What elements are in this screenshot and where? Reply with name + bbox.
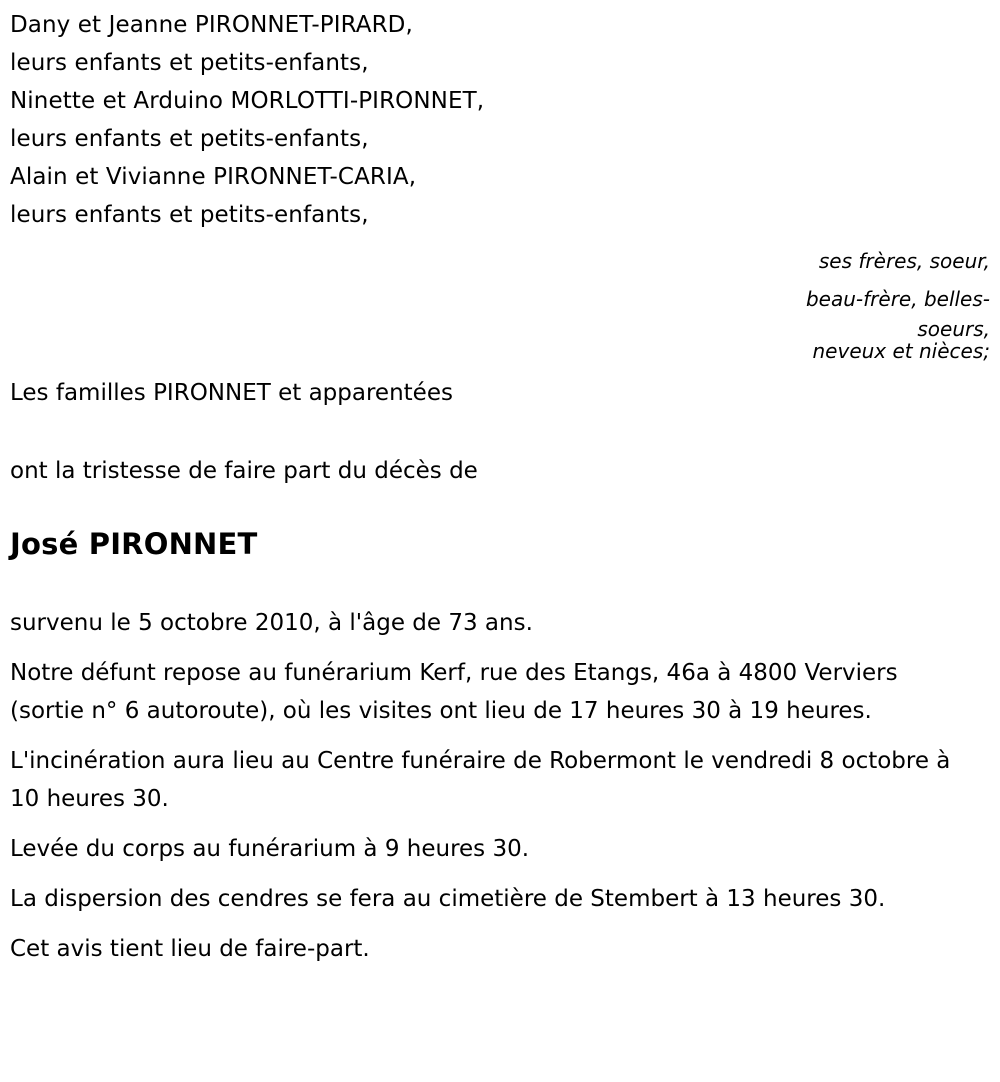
survivor-line: Alain et Vivianne PIRONNET-CARIA, bbox=[10, 164, 417, 190]
families-line: Les familles PIRONNET et apparentées bbox=[10, 380, 453, 406]
relation-note bbox=[350, 242, 990, 362]
relation-note-line: ses frères, soeur, bbox=[818, 249, 990, 273]
survivor-line: Ninette et Arduino MORLOTTI-PIRONNET, bbox=[10, 88, 485, 114]
relation-note-line: beau-frère, belles- bbox=[805, 287, 990, 311]
detail-paragraph: Cet avis tient lieu de faire-part. bbox=[10, 936, 370, 962]
detail-paragraph: Levée du corps au funérarium à 9 heures 30. bbox=[10, 836, 530, 862]
detail-paragraph: L'incinération aura lieu au Centre funéraire de Robermont le vendredi 8 octobre à 10 heures 30. bbox=[10, 748, 951, 812]
survivor-line: leurs enfants et petits-enfants, bbox=[10, 202, 369, 228]
survivors-list bbox=[0, 0, 1000, 234]
survivor-line: leurs enfants et petits-enfants, bbox=[10, 126, 369, 152]
relation-note-line: soeurs, bbox=[917, 317, 990, 341]
detail-paragraph: La dispersion des cendres se fera au cimetière de Stembert à 13 heures 30. bbox=[10, 886, 886, 912]
detail-paragraph: Notre défunt repose au funérarium Kerf, rue des Etangs, 46a à 4800 Verviers (sortie n° 6 autoroute), où les visites ont lieu de 17 heures 30 à 19 heures. bbox=[10, 660, 898, 724]
survivor-line: Dany et Jeanne PIRONNET-PIRARD, bbox=[10, 12, 413, 38]
deceased-name: José PIRONNET bbox=[10, 527, 258, 561]
survivor-line: leurs enfants et petits-enfants, bbox=[10, 50, 369, 76]
detail-paragraph: survenu le 5 octobre 2010, à l'âge de 73 ans. bbox=[10, 610, 533, 636]
relation-note-line: neveux et nièces; bbox=[812, 339, 990, 363]
announcement-lead-in: ont la tristesse de faire part du décès de bbox=[10, 458, 478, 484]
details-section bbox=[0, 604, 1000, 968]
